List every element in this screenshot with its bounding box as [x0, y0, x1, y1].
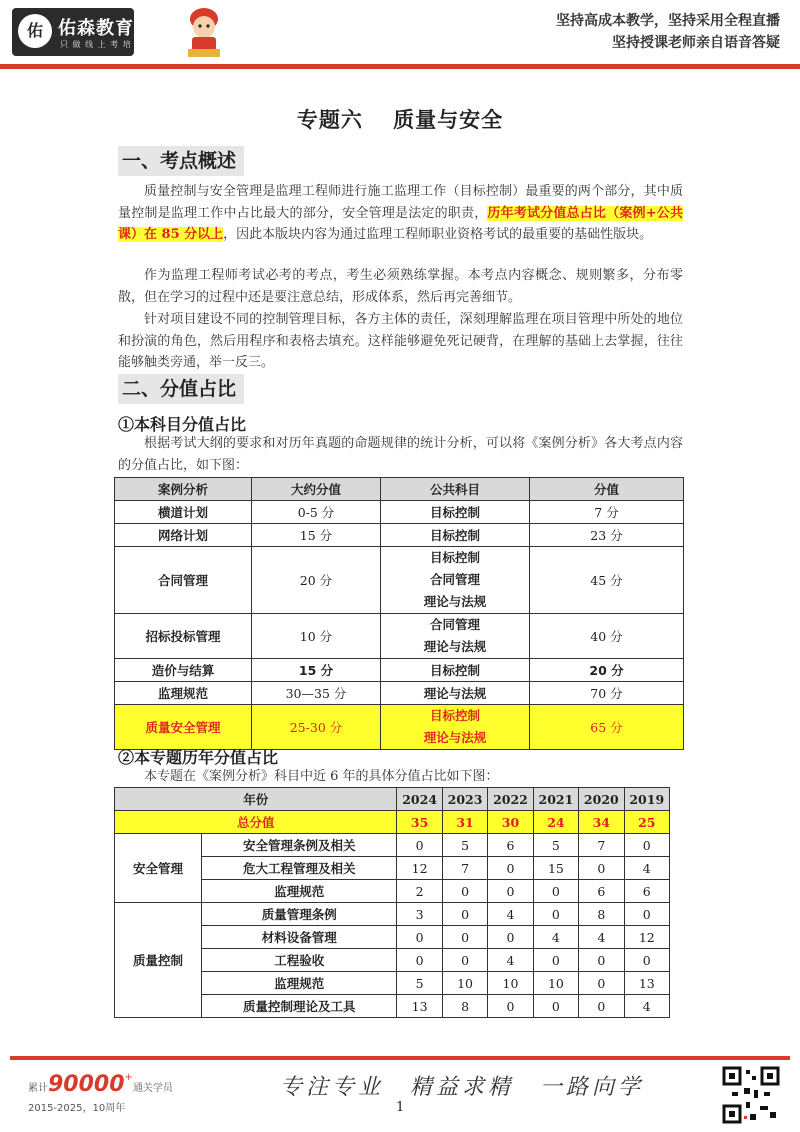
- table-row: [115, 834, 670, 857]
- score-cell: 10: [442, 972, 487, 995]
- item-cell: 质量控制理论及工具: [202, 995, 397, 1018]
- logo-name: 佑森教育: [58, 18, 134, 39]
- total-cell: 25: [624, 811, 669, 834]
- header-divider: [0, 64, 800, 69]
- total-cell: 34: [579, 811, 624, 834]
- table-row: [115, 614, 684, 659]
- score-cell: 0: [579, 857, 624, 880]
- table-row: [115, 903, 670, 926]
- total-cell: 30: [488, 811, 533, 834]
- score-cell: 5: [442, 834, 487, 857]
- cell: 目标控制: [381, 524, 530, 547]
- cell: 15 分: [252, 659, 381, 682]
- cell: 0-5 分: [252, 501, 381, 524]
- cell-line: 目标控制: [429, 550, 480, 565]
- score-cell: 2: [397, 880, 442, 903]
- total-cell: 35: [397, 811, 442, 834]
- logo-mark: 佑: [18, 14, 52, 48]
- score-cell: 12: [397, 857, 442, 880]
- score-cell: 10: [533, 972, 578, 995]
- item-cell: 监理规范: [202, 880, 397, 903]
- score-cell: 15: [533, 857, 578, 880]
- total-cell: 24: [533, 811, 578, 834]
- score-cell: 0: [533, 949, 578, 972]
- score-cell: 0: [488, 926, 533, 949]
- year-cell: 2023: [442, 788, 487, 811]
- cell: 目标控制: [381, 501, 530, 524]
- score-cell: 0: [579, 972, 624, 995]
- footer-signature: 专注专业 精益求精 一路向学: [280, 1075, 645, 1100]
- score-cell: 0: [442, 903, 487, 926]
- score-cell: 0: [397, 949, 442, 972]
- yearly-score-table: [114, 787, 670, 1018]
- subheading-subject-share: ①本科目分值占比: [118, 415, 247, 434]
- table-row-highlighted: [115, 705, 684, 750]
- footer-count-suffix: 通关学员: [132, 1083, 173, 1094]
- section-heading-score: 二、分值占比: [118, 374, 244, 404]
- score-cell: 0: [442, 926, 487, 949]
- score-cell: 8: [442, 995, 487, 1018]
- score-cell: 12: [624, 926, 669, 949]
- cell: [381, 705, 530, 750]
- cell-line: 理论与法规: [423, 594, 487, 609]
- item-cell: 安全管理条例及相关: [202, 834, 397, 857]
- item-cell: 工程验收: [202, 949, 397, 972]
- table-row: [115, 524, 684, 547]
- cell: 监理规范: [115, 682, 252, 705]
- year-cell: 2022: [488, 788, 533, 811]
- score-cell: 6: [624, 880, 669, 903]
- item-cell: 危大工程管理及相关: [202, 857, 397, 880]
- score-cell: 0: [442, 880, 487, 903]
- cell: 23 分: [530, 524, 684, 547]
- score-cell: 0: [624, 903, 669, 926]
- score-cell: 0: [488, 995, 533, 1018]
- section-heading-overview: 一、考点概述: [118, 146, 244, 176]
- year-cell: 2019: [624, 788, 669, 811]
- logo-slogan: 只 做 线 上 考 培: [60, 40, 132, 49]
- cell: 网络计划: [115, 524, 252, 547]
- cell: 质量安全管理: [115, 705, 252, 750]
- score-cell: 10: [488, 972, 533, 995]
- score-cell: 6: [579, 880, 624, 903]
- score-cell: 0: [442, 949, 487, 972]
- header-cell: 案例分析: [115, 478, 252, 501]
- cell: 造价与结算: [115, 659, 252, 682]
- footer-since: 2015-2025，10周年: [28, 1103, 126, 1114]
- page-title: 专题六 质量与安全: [296, 107, 504, 132]
- cell: 15 分: [252, 524, 381, 547]
- header-line-1: 坚持高成本教学，坚持采用全程直播: [556, 13, 780, 29]
- footer-plus: +: [124, 1072, 133, 1083]
- cell: 合同管理: [115, 547, 252, 614]
- score-cell: 5: [397, 972, 442, 995]
- score-cell: 3: [397, 903, 442, 926]
- overview-paragraph-3: 针对项目建设不同的控制管理目标，各方主体的责任，深刻理解监理在项目管理中所处的地位和扮演的角色，然后用程序和表格去填充。这样能够避免死记硬背，在理解的基础上去掌握，往往能够触类旁通，举一反三。: [118, 312, 683, 370]
- score-cell: 4: [579, 926, 624, 949]
- score-cell: 6: [488, 834, 533, 857]
- cell: 25-30 分: [252, 705, 381, 750]
- score-cell: 0: [533, 903, 578, 926]
- score-cell: 0: [488, 880, 533, 903]
- year-cell: 2021: [533, 788, 578, 811]
- cell: 65 分: [530, 705, 684, 750]
- cell: 目标控制: [381, 659, 530, 682]
- score-cell: 5: [533, 834, 578, 857]
- cell: 70 分: [530, 682, 684, 705]
- page-number: 1: [396, 1100, 405, 1115]
- table-header-row: [115, 478, 684, 501]
- score-cell: 0: [624, 949, 669, 972]
- subheading-topic-history: ②本专题历年分值占比: [118, 748, 279, 767]
- group-cell: 安全管理: [115, 834, 202, 903]
- score-cell: 4: [533, 926, 578, 949]
- brand-logo: [12, 8, 134, 56]
- footer-divider: [10, 1056, 790, 1060]
- total-row: [115, 811, 670, 834]
- overview-p1-start: 质量控制与安全管理是监理工程师进行施工监理工作（目标控制）最重要的两个部分，其中质量控制是监理工作中占比最大的部分，安全管理是法定的职责，: [118, 184, 683, 221]
- header-cell: 分值: [530, 478, 684, 501]
- cell: 40 分: [530, 614, 684, 659]
- page-header: [0, 0, 800, 70]
- cell: 30—35 分: [252, 682, 381, 705]
- cell: 招标投标管理: [115, 614, 252, 659]
- header-slogans: [556, 10, 780, 54]
- overview-p1-end: ，因此本版块内容为通过监理工程师职业资格考试的最重要的基础性版块。: [223, 227, 653, 242]
- score-cell: 13: [624, 972, 669, 995]
- cell-line: 合同管理: [429, 617, 480, 632]
- year-cell: 2020: [579, 788, 624, 811]
- total-cell: 31: [442, 811, 487, 834]
- subject-score-table: [114, 477, 684, 750]
- score-cell: 0: [624, 834, 669, 857]
- cell: 7 分: [530, 501, 684, 524]
- overview-paragraph-2: 作为监理工程师考试必考的考点，考生必须熟练掌握。本考点内容概念、规则繁多，分布零散，但在学习的过程中还是要注意总结，形成体系，然后再完善细节。: [118, 268, 683, 305]
- cell: 45 分: [530, 547, 684, 614]
- item-cell: 材料设备管理: [202, 926, 397, 949]
- header-cell: 年份: [115, 788, 397, 811]
- score-cell: 0: [397, 834, 442, 857]
- header-cell: 大约分值: [252, 478, 381, 501]
- score-cell: 0: [533, 995, 578, 1018]
- score-cell: 0: [533, 880, 578, 903]
- overview-paragraph-1: [118, 181, 683, 246]
- cell: 理论与法规: [381, 682, 530, 705]
- footer-count-label: 累计: [28, 1083, 48, 1094]
- header-cell: 公共科目: [381, 478, 530, 501]
- footer-count: 90000: [48, 1072, 125, 1097]
- score-cell: 4: [488, 903, 533, 926]
- qr-code-icon: [722, 1066, 780, 1124]
- cell-line: 理论与法规: [423, 730, 487, 745]
- cell: 20 分: [530, 659, 684, 682]
- table-row: [115, 501, 684, 524]
- mascot-icon: [180, 5, 228, 59]
- score-cell: 4: [624, 995, 669, 1018]
- cell: 20 分: [252, 547, 381, 614]
- cell: [381, 547, 530, 614]
- year-cell: 2024: [397, 788, 442, 811]
- table-header-row: [115, 788, 670, 811]
- score-cell: 13: [397, 995, 442, 1018]
- highlighted-score-note: 历年考试分值总占比（案例+公共课）在 85 分以上: [118, 205, 683, 242]
- topic-history-intro: 本专题在《案例分析》科目中近 6 年的具体分值占比如下图：: [144, 769, 499, 784]
- score-cell: 0: [397, 926, 442, 949]
- group-cell: 质量控制: [115, 903, 202, 1018]
- cell: 横道计划: [115, 501, 252, 524]
- total-label: 总分值: [115, 811, 397, 834]
- cell-line: 目标控制: [429, 708, 480, 723]
- cell-line: 理论与法规: [423, 639, 487, 654]
- table-row: [115, 547, 684, 614]
- score-cell: 4: [624, 857, 669, 880]
- table-row: [115, 682, 684, 705]
- score-cell: 0: [488, 857, 533, 880]
- header-line-2: 坚持授课老师亲自语音答疑: [612, 35, 780, 51]
- item-cell: 监理规范: [202, 972, 397, 995]
- score-cell: 7: [442, 857, 487, 880]
- cell-line: 合同管理: [429, 572, 480, 587]
- footer-stats: [28, 1072, 173, 1114]
- score-cell: 7: [579, 834, 624, 857]
- subject-share-intro: 根据考试大纲的要求和对历年真题的命题规律的统计分析，可以将《案例分析》各大考点内容的分值占比，如下图：: [118, 436, 683, 473]
- yearly-score-body: [115, 834, 670, 1018]
- score-cell: 0: [579, 949, 624, 972]
- cell: 10 分: [252, 614, 381, 659]
- score-cell: 8: [579, 903, 624, 926]
- score-cell: 4: [488, 949, 533, 972]
- item-cell: 质量管理条例: [202, 903, 397, 926]
- score-cell: 0: [579, 995, 624, 1018]
- cell: [381, 614, 530, 659]
- table-row: [115, 659, 684, 682]
